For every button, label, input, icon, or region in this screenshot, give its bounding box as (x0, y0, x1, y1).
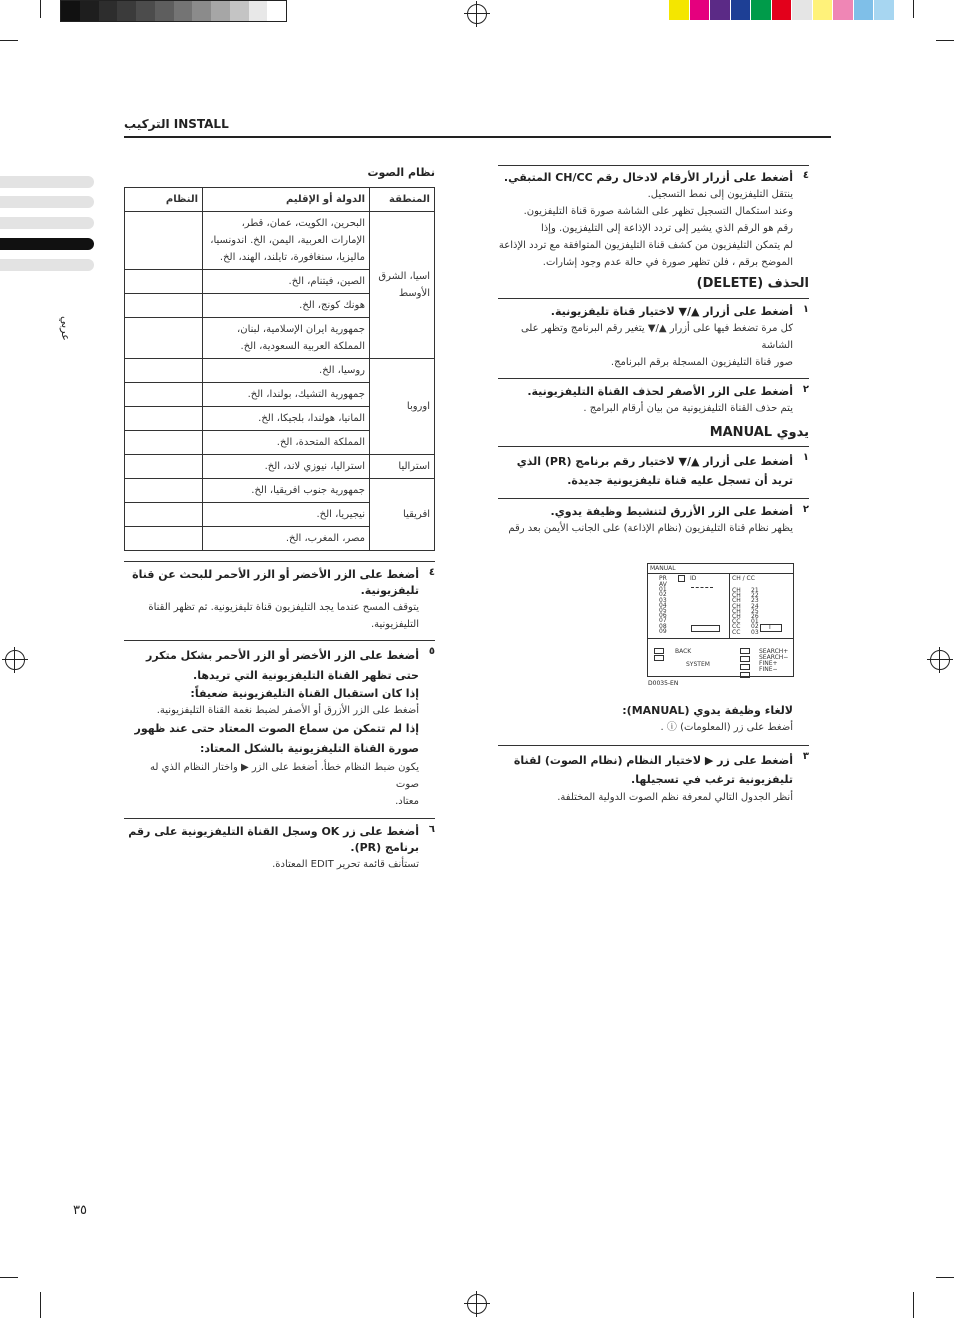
osd-list-item: CH (732, 612, 741, 620)
gray-swatch (211, 1, 230, 21)
country-cell: الصين، فيتنام، الخ. (203, 270, 370, 294)
osd-list-item: CH (732, 587, 741, 594)
registration-mark-icon (467, 4, 487, 24)
system-cell (125, 270, 203, 294)
manual-step-2 (498, 498, 809, 537)
section-title-delete: الحذف (DELETE) (696, 276, 809, 291)
osd-list-item: 01 (659, 586, 667, 594)
table-title: نظام الصوت (367, 166, 435, 179)
side-tab-label: عربي (59, 316, 72, 341)
system-cell (125, 212, 203, 270)
step-text: الموضح برقم ، فلن تظهر صورة في حالة عدم وجود إشارات. (542, 257, 793, 268)
osd-header-rule (648, 573, 793, 574)
color-swatch (832, 0, 853, 20)
osd-column-divider (729, 574, 730, 638)
osd-list-item: 22 (751, 592, 759, 600)
gray-swatch (99, 1, 118, 21)
osd-list-item: 01 (751, 618, 759, 626)
system-cell (125, 294, 203, 318)
osd-list-item: 03 (659, 596, 667, 604)
table-row (125, 479, 435, 503)
osd-list-item: AV (659, 581, 667, 588)
country-cell: نيجيريا، الخ. (203, 503, 370, 527)
gray-swatch (61, 1, 80, 21)
step-number: ٤ (428, 567, 435, 578)
system-cell (125, 407, 203, 431)
osd-col-chcc: CH / CC (732, 575, 755, 582)
color-swatch (771, 0, 792, 20)
country-cell: جمهورية التشيك، بولندا، الخ. (203, 383, 370, 407)
osd-list-item: 04 (659, 601, 667, 609)
side-tab (0, 196, 94, 208)
osd-list-item: CH (732, 607, 741, 615)
step-heading: أضغط على الزر الأخضر أو الزر الأحمر للبحث عن قناة تليفزيونية. (132, 568, 419, 597)
osd-id-field (691, 625, 720, 632)
sound-system-table (124, 187, 435, 551)
system-cell (125, 359, 203, 383)
osd-selected-system-box (760, 624, 782, 632)
osd-selected-system: I (769, 624, 771, 631)
osd-col-id: ID (690, 575, 697, 582)
left-column (124, 165, 435, 551)
color-swatch (668, 0, 689, 20)
manual-step-1 (498, 446, 809, 498)
gray-swatch (267, 1, 286, 21)
gray-swatch (230, 1, 249, 21)
table-header-country: الدولة أو الإقليم (203, 188, 370, 212)
osd-pr-list (659, 582, 667, 634)
osd-list-item: CC (732, 623, 741, 631)
cancel-text: أضغط على زر (المعلومات) ⓘ . (660, 722, 793, 733)
osd-list-item: 09 (659, 627, 667, 635)
osd-list-item: 02 (751, 623, 759, 631)
osd-hint-search-down: SEARCH− (759, 654, 789, 661)
osd-list-item: 21 (751, 587, 759, 594)
color-swatch (791, 0, 812, 20)
color-swatch (853, 0, 874, 20)
step-text: يتوقف المسح عندما يجد التليفزيون قناة تليفزيونية. ثم تظهر القناة التليفزيونية. (148, 602, 419, 630)
osd-code: D0035-EN (648, 680, 679, 687)
osd-list-item: 08 (659, 622, 667, 630)
delete-step-2 (498, 378, 809, 421)
search-step-5 (124, 640, 435, 818)
step-text: يكون ضبط النظام خطأ. أضغط على الزر ▶ واختار النظام الذي له صوت (149, 762, 419, 790)
search-step-4 (124, 561, 435, 640)
osd-hint-fine-up: FINE+ (759, 660, 778, 667)
side-tab (0, 176, 94, 188)
right-column (498, 165, 809, 537)
osd-hint-back: BACK (675, 648, 692, 655)
country-cell: استراليا، نيوزي لاند، الخ. (203, 455, 370, 479)
gray-swatch (174, 1, 193, 21)
color-swatch (812, 0, 833, 20)
osd-list-item: CC (732, 628, 741, 636)
crop-mark (936, 40, 954, 41)
side-tab (0, 217, 94, 229)
section-title-manual: يدوي MANUAL (709, 425, 809, 440)
gray-swatch (192, 1, 211, 21)
left-column-steps (124, 561, 435, 873)
registration-mark-icon (930, 650, 950, 670)
country-cell: روسيا، الخ. (203, 359, 370, 383)
step-4-block (498, 165, 809, 271)
country-cell: المملكة المتحدة، الخ. (203, 431, 370, 455)
delete-step-1 (498, 298, 809, 378)
step-heading: أضغط على أزرار ▲/▼ لاختيار قناة تليفزيونية. (550, 305, 793, 318)
gray-swatch (249, 1, 268, 21)
gray-swatch (117, 1, 136, 21)
crop-mark (0, 1277, 18, 1278)
manual-osd-screen (647, 563, 794, 677)
step-heading: أضغط على الزر الأصفر لحذف القناة التليفزيونية. (527, 385, 793, 398)
step-subheading: إذا كان استقبال القناة التليفزيونية ضعيفاً: (190, 687, 419, 700)
crop-mark (40, 1292, 41, 1318)
step-text: رقم هو الرقم الذي يشير إلى تردد الإذاعة إلى التليفزيون. وإذا (540, 223, 793, 234)
table-row (125, 455, 435, 479)
osd-list-item: 26 (751, 612, 759, 620)
header-rule (124, 136, 831, 138)
osd-id-dashes (691, 587, 713, 588)
step-text: معتاد. (395, 796, 419, 807)
crop-mark (0, 40, 18, 41)
step-number: ٦ (428, 824, 435, 835)
osd-list-item: CH (732, 592, 741, 600)
step-text: أضغط على الزر الأزرق أو الأصفر لضبط نغمة القناة التليفزيونية. (156, 705, 419, 716)
step-number: ١ (802, 304, 809, 315)
osd-list-item: CH (732, 602, 741, 610)
registration-mark-icon (5, 650, 25, 670)
side-tab-active (0, 238, 94, 250)
osd-list-item: 03 (751, 628, 759, 636)
step-text: يتم حذف القناة التليفزيونية من بيان أرقام البرامج . (583, 403, 793, 414)
manual-step-3 (498, 745, 809, 806)
crop-mark (936, 1277, 954, 1278)
step-heading: أضغط على الزر الأخضر أو الزر الأحمر بشكل متكرر حتى تظهر القناة التليفزيونية التي تريدها. (145, 649, 419, 682)
osd-list-item: CH (732, 597, 741, 605)
osd-hint-search-up: SEARCH+ (759, 648, 789, 655)
osd-ch-list (732, 588, 741, 635)
step-heading: أضغط على زر ▶ لاختيار النظام (نظام الصوت) لقناة تليفزيونية ترغب في تسجيلها. (513, 754, 793, 786)
step-text: أنظر الجدول التالي لمعرفة نظم الصوت الدولية المختلفة. (557, 792, 793, 803)
step-number: ٣ (802, 751, 809, 762)
system-button-icon (654, 655, 664, 661)
page-number: ٣٥ (73, 1203, 87, 1218)
step-text: تستأنف قائمة تحرير EDIT المعتادة. (272, 859, 419, 870)
system-cell (125, 383, 203, 407)
color-swatch (709, 0, 730, 20)
step-heading: أضغط على الزر الأزرق لتنشيط وظيفة يدوي. (550, 505, 793, 518)
page-header-title: التركيب INSTALL (124, 117, 229, 131)
table-row (125, 359, 435, 383)
cancel-heading: لالغاء وظيفة يدوي (MANUAL): (622, 704, 793, 717)
gray-swatch (155, 1, 174, 21)
step-text: لم يتمكن التليفزيون من كشف قناة التليفزيون المتوافقة مع تردد الإذاعة (498, 240, 793, 251)
registration-mark-icon (467, 1294, 487, 1314)
color-swatch (730, 0, 751, 20)
osd-list-item: CC (732, 618, 741, 626)
color-calibration-bar (668, 0, 894, 20)
gray-swatch (136, 1, 155, 21)
osd-list-item: 06 (659, 612, 667, 620)
osd-hint-fine-down: FINE− (759, 666, 778, 673)
country-cell: المانيا، هولندا، بلجيكا، الخ. (203, 407, 370, 431)
step-number: ٢ (802, 384, 809, 395)
country-cell: مصر، المغرب، الخ. (203, 527, 370, 551)
osd-list-item: 23 (751, 597, 759, 605)
step-number: ١ (802, 452, 809, 463)
system-cell (125, 503, 203, 527)
back-button-icon (654, 648, 664, 654)
osd-title: MANUAL (650, 565, 676, 572)
region-cell: استراليا (370, 455, 435, 479)
osd-list-item: 07 (659, 617, 667, 625)
country-cell: جمهورية جنوب افريقيا، الخ. (203, 479, 370, 503)
side-tab (0, 259, 94, 271)
step-number: ٢ (802, 504, 809, 515)
crop-mark (913, 0, 914, 18)
step-heading: أضغط على أزرار ▲/▼ لاختيار رقم برنامج (PR) الذي تريد أن تسجل عليه قناة تليفزيونية جديدة. (516, 455, 793, 487)
step-text: ينتقل التليفزيون إلى نمط التسجيل. (647, 189, 793, 200)
table-header-system: النظام (125, 188, 203, 212)
step-subheading: إذا لم تتمكن من سماع الصوت المعتاد حتى عند ظهور صورة القناة التليفزيونية بالشكل المعتاد: (134, 722, 419, 755)
region-cell: اسيا، الشرق الأوسط (370, 212, 435, 359)
grayscale-calibration-bar (60, 0, 287, 22)
step-text: وعند استكمال التسجيل تظهر على الشاشة صورة قناة التليفزيون. (523, 206, 793, 217)
step-text: يظهر نظام قناة التليفزيون (نظام الإذاعة) على الجانب الأيمن بعد رقم (508, 523, 793, 534)
step-number: ٥ (428, 646, 435, 657)
osd-list-item: 24 (751, 602, 759, 610)
step-heading: أضغط على أزرار الأرقام لادخال رقم CH/CC المتبقي. (503, 171, 793, 184)
step-text: كل مرة تضغط فيها على أزرار ▲/▼ يتغير رقم البرنامج وتظهر على الشاشة (520, 323, 793, 351)
osd-col-pr: PR (659, 575, 667, 582)
country-cell: جمهورية ايران الإسلامية، لبنان، المملكة العربية السعودية، الخ. (203, 318, 370, 359)
right-column-lower (498, 703, 809, 806)
region-cell: افريقيا (370, 479, 435, 551)
osd-list-item: 02 (659, 591, 667, 599)
color-key-icons (740, 648, 750, 678)
country-cell: هونك كونج، الخ. (203, 294, 370, 318)
crop-mark (40, 0, 41, 18)
step-number: ٤ (802, 170, 809, 181)
step-heading: أضغط على زر OK وسجل القناة التليفزيونية على رقم برنامج (PR). (128, 825, 419, 854)
osd-list-item: 05 (659, 606, 667, 614)
color-swatch (873, 0, 894, 20)
osd-list-item: 25 (751, 607, 759, 615)
color-swatch (750, 0, 771, 20)
table-header-region: المنطقة (370, 188, 435, 212)
country-cell: البحرين، الكويت، عمان، قطر، الإمارات العربية، اليمن، الخ. اندونسيا، ماليزيا، سنغافورة، تايلند، الهند، الخ. (203, 212, 370, 270)
crop-mark (913, 1292, 914, 1318)
osd-bottom-rule (648, 638, 793, 639)
system-cell (125, 455, 203, 479)
osd-hint-system: SYSTEM (686, 661, 710, 668)
system-cell (125, 479, 203, 503)
lock-icon (678, 575, 685, 582)
search-step-6 (124, 818, 435, 873)
color-swatch (689, 0, 710, 20)
system-cell (125, 527, 203, 551)
step-text: صور قناة التليفزيون المسجلة برقم البرنامج. (610, 357, 793, 368)
osd-ch-number-list (751, 588, 759, 635)
gray-swatch (80, 1, 99, 21)
system-cell (125, 431, 203, 455)
region-cell: اوروبا (370, 359, 435, 455)
system-cell (125, 318, 203, 359)
table-row (125, 212, 435, 270)
